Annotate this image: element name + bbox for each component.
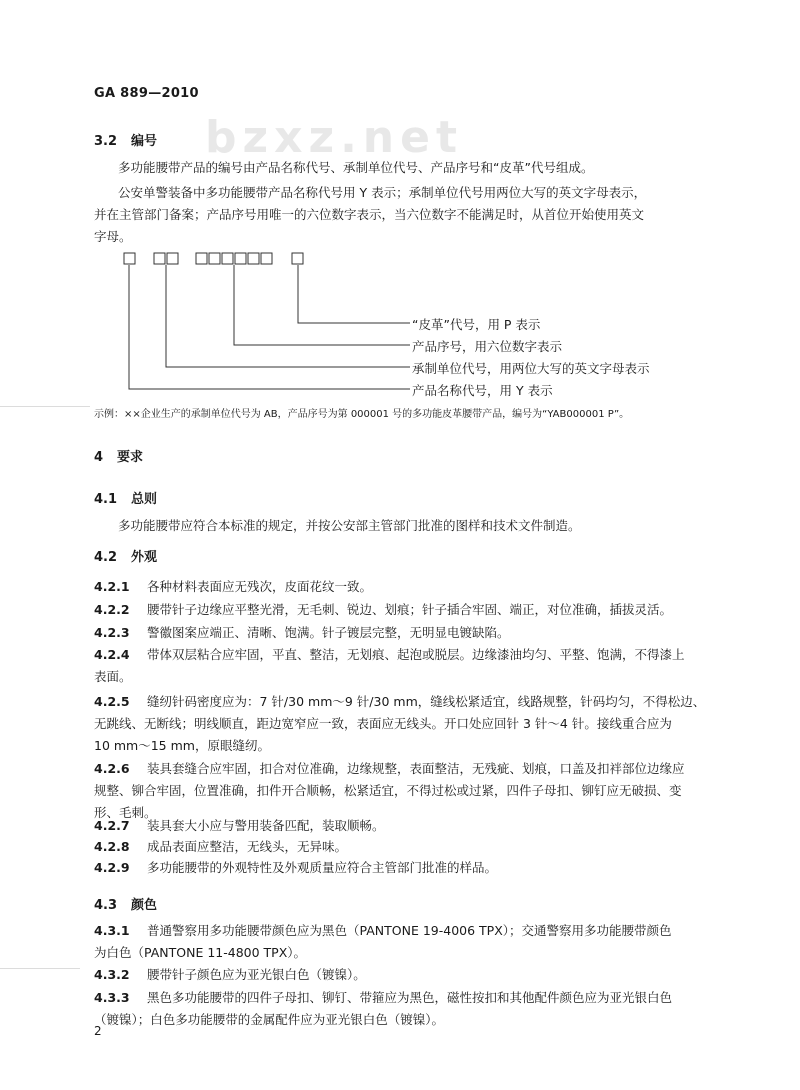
code-box: [222, 253, 233, 264]
standard-code-header: GA 889—2010: [94, 86, 199, 101]
clause-number: 4.3.2: [94, 967, 130, 982]
code-box: [235, 253, 246, 264]
paragraph: 多功能腰带应符合本标准的规定，并按公安部主管部门批准的图样和技术文件制造。: [118, 518, 581, 533]
clause-4-2-1: [94, 576, 724, 598]
clause-4-2-2: [94, 599, 724, 621]
diagram-label: 承制单位代号，用两位大写的英文字母表示: [412, 361, 650, 376]
section-title: 颜色: [131, 898, 158, 913]
paragraph-line: 并在主管部门备案；产品序号用唯一的六位数字表示，当六位数字不能满足时，从首位开始使用英文: [94, 207, 645, 222]
clause-4-3-3: [94, 987, 724, 1031]
scan-artifact-line: [0, 968, 80, 969]
connector-line: [166, 265, 410, 367]
clause-number: 4.2.5: [94, 694, 130, 709]
diagram-label: “皮革”代号，用 P 表示: [412, 317, 541, 332]
clause-text-continued: 无跳线、无断线；明线顺直，距边宽窄应一致，表面应无线头。开口处应回针 3 针～4 针。接线重合应为: [94, 716, 672, 731]
clause-text: 成品表面应整洁，无线头，无异味。: [147, 839, 348, 854]
clause-number: 4.2.6: [94, 761, 130, 776]
clause-text: 装具套大小应与警用装备匹配，装取顺畅。: [147, 818, 385, 833]
clause-number: 4.2.1: [94, 579, 130, 594]
clause-number: 4.2.3: [94, 625, 130, 640]
clause-4-2-4: [94, 644, 724, 688]
clause-text: 腰带针子边缘应平整光滑，无毛刺、锐边、划痕；针子插合牢固、端正，对位准确，插拔灵活。: [147, 602, 673, 617]
section-number: 4.1: [94, 492, 118, 507]
clause-4-2-7: [94, 815, 724, 837]
clause-4-2-5: [94, 691, 724, 757]
section-4-2-heading: [94, 546, 157, 565]
section-title: 编号: [131, 134, 158, 149]
clause-number: 4.2.7: [94, 818, 130, 833]
scan-artifact-line: [0, 406, 90, 407]
connector-line: [234, 265, 410, 345]
clause-4-3-2: [94, 964, 724, 986]
section-title: 总则: [131, 492, 158, 507]
code-box: [124, 253, 135, 264]
paragraph-line: 公安单警装备中多功能腰带产品名称代号用 Y 表示；承制单位代号用两位大写的英文字母表示，: [118, 185, 647, 200]
clause-text: 装具套缝合应牢固，扣合对位准确，边缘规整，表面整洁，无残疵、划痕，口盖及扣袢部位边缘应: [147, 761, 685, 776]
clause-text: 各种材料表面应无残次，皮面花纹一致。: [147, 579, 373, 594]
clause-text-continued: 为白色（PANTONE 11-4800 TPX）。: [94, 945, 307, 960]
code-box: [248, 253, 259, 264]
section-3-2-heading: [94, 130, 157, 149]
clause-text: 普通警察用多功能腰带颜色应为黑色（PANTONE 19-4006 TPX）；交通警察用多功能腰带颜色: [147, 923, 672, 938]
section-title: 外观: [131, 550, 158, 565]
example-note: 示例：××企业生产的承制单位代号为 AB，产品序号为第 000001 号的多功能皮革腰带产品，编号为“YAB000001 P”。: [94, 409, 630, 420]
clause-4-2-9: [94, 857, 724, 879]
section-number: 4.3: [94, 898, 118, 913]
clause-text-continued: 10 mm～15 mm，原眼缝纫。: [94, 738, 270, 753]
connector-line: [129, 265, 410, 389]
clause-4-3-1: [94, 920, 724, 964]
paragraph-line: 字母。: [94, 229, 132, 244]
clause-text: 缝纫针码密度应为：7 针/30 mm～9 针/30 mm，缝线松紧适宜，线路规整，针码均匀，不得松边、: [147, 694, 706, 709]
section-number: 3.2: [94, 134, 118, 149]
watermark: bzxz.net: [205, 112, 464, 163]
clause-text: 警徽图案应端正、清晰、饱满。针子镀层完整，无明显电镀缺陷。: [147, 625, 510, 640]
clause-text: 腰带针子颜色应为亚光银白色（镀镍）。: [147, 967, 366, 982]
clause-4-2-3: [94, 622, 724, 644]
clause-text: 多功能腰带的外观特性及外观质量应符合主管部门批准的样品。: [147, 860, 498, 875]
clause-number: 4.2.9: [94, 860, 130, 875]
section-4-heading: [94, 446, 143, 465]
clause-number: 4.2.2: [94, 602, 130, 617]
code-box: [261, 253, 272, 264]
code-box: [292, 253, 303, 264]
clause-number: 4.2.4: [94, 647, 130, 662]
connector-line: [298, 265, 410, 323]
code-box: [167, 253, 178, 264]
clause-number: 4.2.8: [94, 839, 130, 854]
clause-text: 黑色多功能腰带的四件子母扣、铆钉、带箍应为黑色，磁性按扣和其他配件颜色应为亚光银白色: [147, 990, 673, 1005]
section-number: 4.2: [94, 550, 118, 565]
clause-text-continued: 规整、铆合牢固，位置准确，扣件开合顺畅，松紧适宜，不得过松或过紧，四件子母扣、铆钉应无破损、变: [94, 783, 682, 798]
code-box: [154, 253, 165, 264]
section-number: 4: [94, 450, 104, 465]
diagram-label: 产品名称代号，用 Y 表示: [412, 383, 553, 398]
page-number: 2: [94, 1024, 102, 1038]
section-4-1-heading: [94, 488, 157, 507]
clause-text-continued: （镀镍）；白色多功能腰带的金属配件应为亚光银白色（镀镍）。: [94, 1012, 445, 1027]
clause-number: 4.3.1: [94, 923, 130, 938]
clause-text: 带体双层粘合应牢固，平直、整洁，无划痕、起泡或脱层。边缘漆油均匀、平整、饱满，不得漆上: [147, 647, 685, 662]
section-title: 要求: [117, 450, 144, 465]
code-box: [209, 253, 220, 264]
clause-number: 4.3.3: [94, 990, 130, 1005]
diagram-label: 产品序号，用六位数字表示: [412, 339, 563, 354]
clause-4-2-8: [94, 836, 724, 858]
code-box: [196, 253, 207, 264]
paragraph: 多功能腰带产品的编号由产品名称代号、承制单位代号、产品序号和“皮革”代号组成。: [118, 160, 594, 175]
clause-text-continued: 形、毛刺。: [94, 805, 157, 820]
section-4-3-heading: [94, 894, 157, 913]
clause-text-continued: 表面。: [94, 669, 132, 684]
